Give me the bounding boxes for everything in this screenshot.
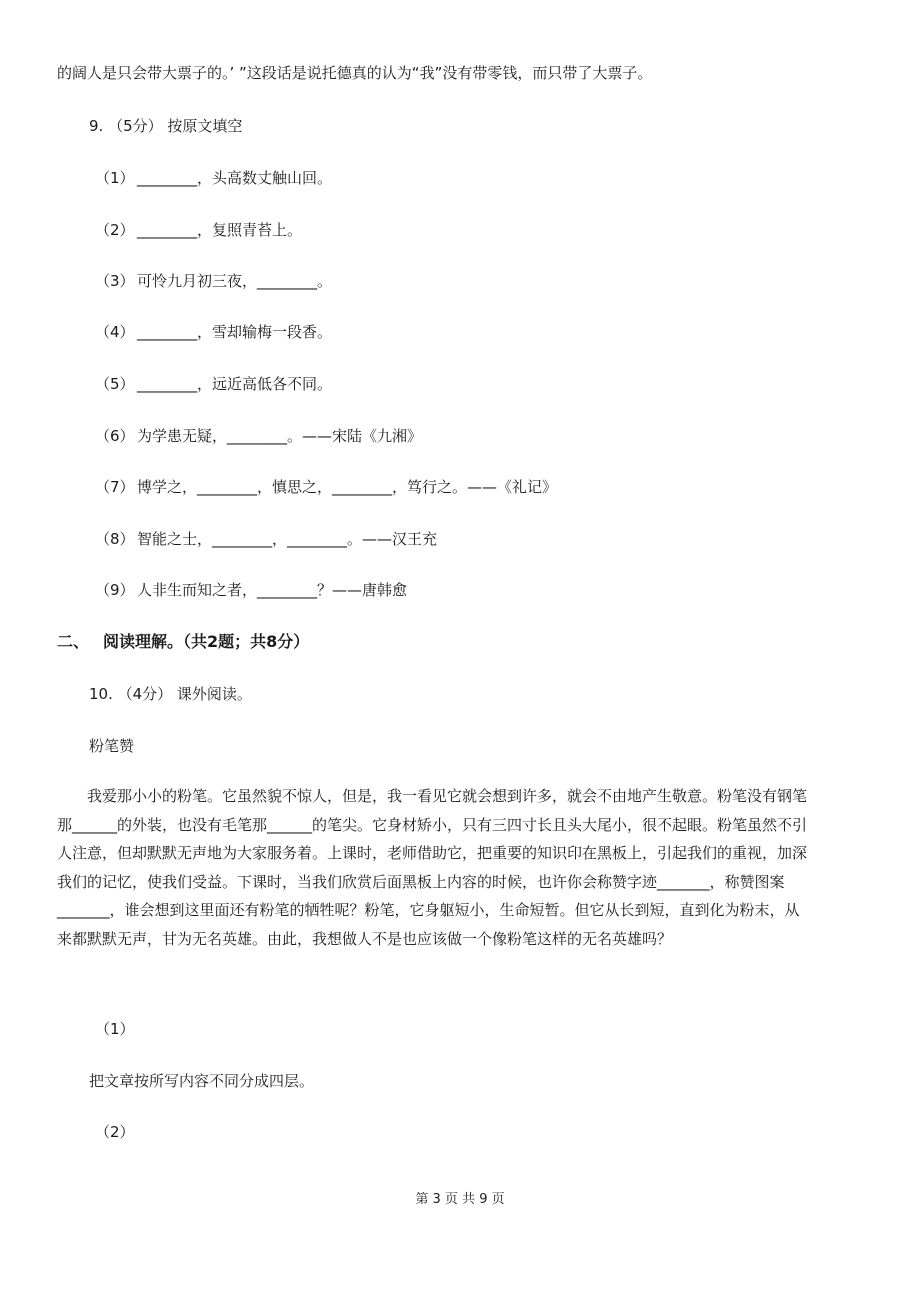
continued-text-line: 的阔人是只会带大票子的。’ ”这段话是说托德真的认为“我”没有带零钱，而只带了大票子。 — [57, 64, 653, 82]
fill-blank-item — [95, 477, 557, 497]
paragraph-line: 来都默默无声，甘为无名英雄。由此，我想做人不是也应该做一个像粉笔这样的无名英雄吗？ — [57, 929, 673, 948]
sub-question-1-prompt: 把文章按所写内容不同分成四层。 — [89, 1072, 315, 1090]
item-number: （3） — [95, 272, 135, 290]
fill-blank-item — [95, 168, 332, 188]
fill-blank-item — [95, 426, 422, 446]
item-text: 为学患无疑，________。——宋陆《九湘》 — [137, 427, 423, 445]
question-9-header: 9. （5分） 按原文填空 — [89, 117, 243, 135]
page-footer: 第 3 页 共 9 页 — [415, 1192, 505, 1207]
item-number: （8） — [95, 530, 135, 548]
item-text: 智能之士，________，________。——汉王充 — [137, 530, 438, 548]
fill-blank-item — [95, 529, 437, 549]
item-number: （5） — [95, 375, 135, 393]
essay-paragraph — [57, 782, 869, 954]
item-text: ________，头高数丈触山回。 — [137, 169, 333, 187]
sub-question-1-label: （1） — [95, 1020, 135, 1038]
item-number: （1） — [95, 169, 135, 187]
section-number: 二、 — [57, 632, 90, 651]
paragraph-line: 人注意，但却默默无声地为大家服务着。上课时，老师借助它，把重要的知识印在黑板上，引起我们的重视，加深 — [57, 844, 808, 863]
question-10-header: 10. （4分） 课外阅读。 — [89, 685, 252, 703]
item-text: 人非生而知之者，________？——唐韩愈 — [137, 581, 408, 599]
item-number: （6） — [95, 427, 135, 445]
paragraph-line: 那______的外装，也没有毛笔那______的笔尖。它身材矫小，只有三四寸长且头大尾小，很不起眼。粉笔虽然不引 — [57, 815, 808, 834]
item-text: ________，雪却输梅一段香。 — [137, 323, 333, 341]
item-text: 可怜九月初三夜，________。 — [137, 272, 333, 290]
paragraph-line: 我们的记忆，使我们受益。下课时，当我们欣赏后面黑板上内容的时候，也许你会称赞字迹_______，称赞图案 — [57, 872, 785, 891]
fill-blank-item — [95, 271, 332, 291]
fill-blank-item — [95, 322, 332, 342]
item-number: （2） — [95, 221, 135, 239]
paragraph-line: 我爱那小小的粉笔。它虽然貌不惊人，但是，我一看见它就会想到许多，就会不由地产生敬意。粉笔没有钢笔 — [57, 787, 808, 805]
item-text: 博学之，________，慎思之，________，笃行之。——《礼记》 — [137, 478, 558, 496]
item-number: （4） — [95, 323, 135, 341]
section-heading — [57, 632, 309, 652]
paragraph-line: _______，谁会想到这里面还有粉笔的牺牲呢？粉笔，它身躯短小，生命短暂。但它从长到短，直到化为粉末，从 — [57, 901, 800, 920]
item-text: ________，远近高低各不同。 — [137, 375, 333, 393]
item-text: ________，复照青苔上。 — [137, 221, 303, 239]
fill-blank-item — [95, 580, 407, 600]
section-title: 阅读理解。（共2题；共8分） — [103, 632, 310, 651]
essay-title: 粉笔赞 — [89, 737, 135, 755]
fill-blank-item — [95, 374, 332, 394]
item-number: （7） — [95, 478, 135, 496]
sub-question-2-label: （2） — [95, 1123, 135, 1141]
item-number: （9） — [95, 581, 135, 599]
fill-blank-item — [95, 220, 302, 240]
